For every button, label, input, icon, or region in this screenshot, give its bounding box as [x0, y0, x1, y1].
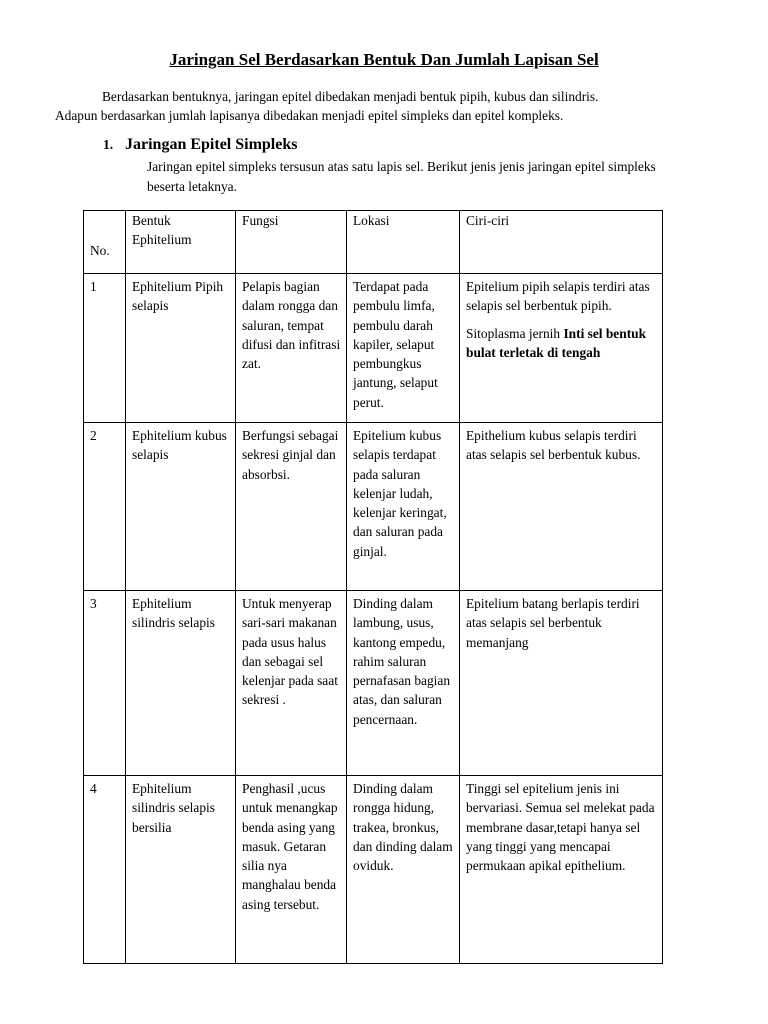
cell-no: 3: [84, 591, 126, 776]
cell-no: 2: [84, 423, 126, 591]
cell-fungsi: Untuk menyerap sari-sari makanan pada usus halus dan sebagai sel kelenjar pada saat sekresi .: [236, 591, 347, 776]
section-number: 1.: [103, 137, 114, 152]
table-row: [84, 423, 663, 591]
intro-paragraph: [55, 87, 695, 125]
intro-line-1: Berdasarkan bentuknya, jaringan epitel dibedakan menjadi bentuk pipih, kubus dan silindris.: [102, 89, 599, 104]
section-title: Jaringan Epitel Simpleks: [125, 136, 298, 153]
cell-fungsi: Penghasil ,ucus untuk menangkap benda asing yang masuk. Getaran silia nya manghalau benda asing tersebut.: [236, 776, 347, 964]
ciri-extra-bold: Inti sel bentuk bulat terletak di tengah: [466, 325, 647, 360]
cell-lokasi: Epitelium kubus selapis terdapat pada saluran kelenjar ludah, kelenjar keringat, dan saluran pada ginjal.: [347, 423, 460, 591]
header-ciri: Ciri-ciri: [460, 211, 663, 274]
cell-ciri: [460, 274, 663, 423]
table-header-row: [84, 211, 663, 274]
cell-ciri: Epithelium kubus selapis terdiri atas selapis sel berbentuk kubus.: [460, 423, 663, 591]
cell-bentuk: Ephitelium silindris selapis: [126, 591, 236, 776]
cell-fungsi: Pelapis bagian dalam rongga dan saluran, tempat difusi dan infitrasi zat.: [236, 274, 347, 423]
cell-lokasi: Dinding dalam lambung, usus, kantong empedu, rahim saluran pernafasan bagian atas, dan saluran pencernaan.: [347, 591, 460, 776]
cell-bentuk: Ephitelium kubus selapis: [126, 423, 236, 591]
table-row: [84, 591, 663, 776]
header-bentuk: Bentuk Ephitelium: [126, 211, 236, 274]
page-title: Jaringan Sel Berdasarkan Bentuk Dan Jumlah Lapisan Sel: [169, 50, 599, 69]
cell-bentuk: Ephitelium silindris selapis bersilia: [126, 776, 236, 964]
intro-line-2: Adapun berdasarkan jumlah lapisanya dibedakan menjadi epitel simpleks dan epitel kompleks.: [55, 108, 564, 123]
cell-lokasi: Terdapat pada pembulu limfa, pembulu darah kapiler, selaput pembungkus jantung, selaput perut.: [347, 274, 460, 423]
table-row: [84, 776, 663, 964]
section-heading: [103, 136, 297, 154]
cell-no: 1: [84, 274, 126, 423]
table-row: [84, 274, 663, 423]
section-description: Jaringan epitel simpleks tersusun atas satu lapis sel. Berikut jenis jenis jaringan epitel simpleks beserta letaknya.: [147, 159, 656, 194]
cell-ciri: Tinggi sel epitelium jenis ini bervariasi. Semua sel melekat pada membrane dasar,tetapi hanya sel yang tinggi yang mencapai permukaan apikal epithelium.: [460, 776, 663, 964]
cell-no: 4: [84, 776, 126, 964]
cell-lokasi: Dinding dalam rongga hidung, trakea, bronkus, dan dinding dalam oviduk.: [347, 776, 460, 964]
ciri-text: Epitelium pipih selapis terdiri atas selapis sel berbentuk pipih.: [466, 279, 650, 314]
cell-bentuk: Ephitelium Pipih selapis: [126, 274, 236, 423]
epitel-table: [83, 210, 663, 964]
header-lokasi: Lokasi: [347, 211, 460, 274]
ciri-extra: [466, 324, 658, 363]
cell-fungsi: Berfungsi sebagai sekresi ginjal dan absorbsi.: [236, 423, 347, 591]
header-no: No.: [84, 211, 126, 274]
cell-ciri: Epitelium batang berlapis terdiri atas selapis sel berbentuk memanjang: [460, 591, 663, 776]
ciri-extra-plain: Sitoplasma jernih: [466, 325, 564, 341]
header-fungsi: Fungsi: [236, 211, 347, 274]
